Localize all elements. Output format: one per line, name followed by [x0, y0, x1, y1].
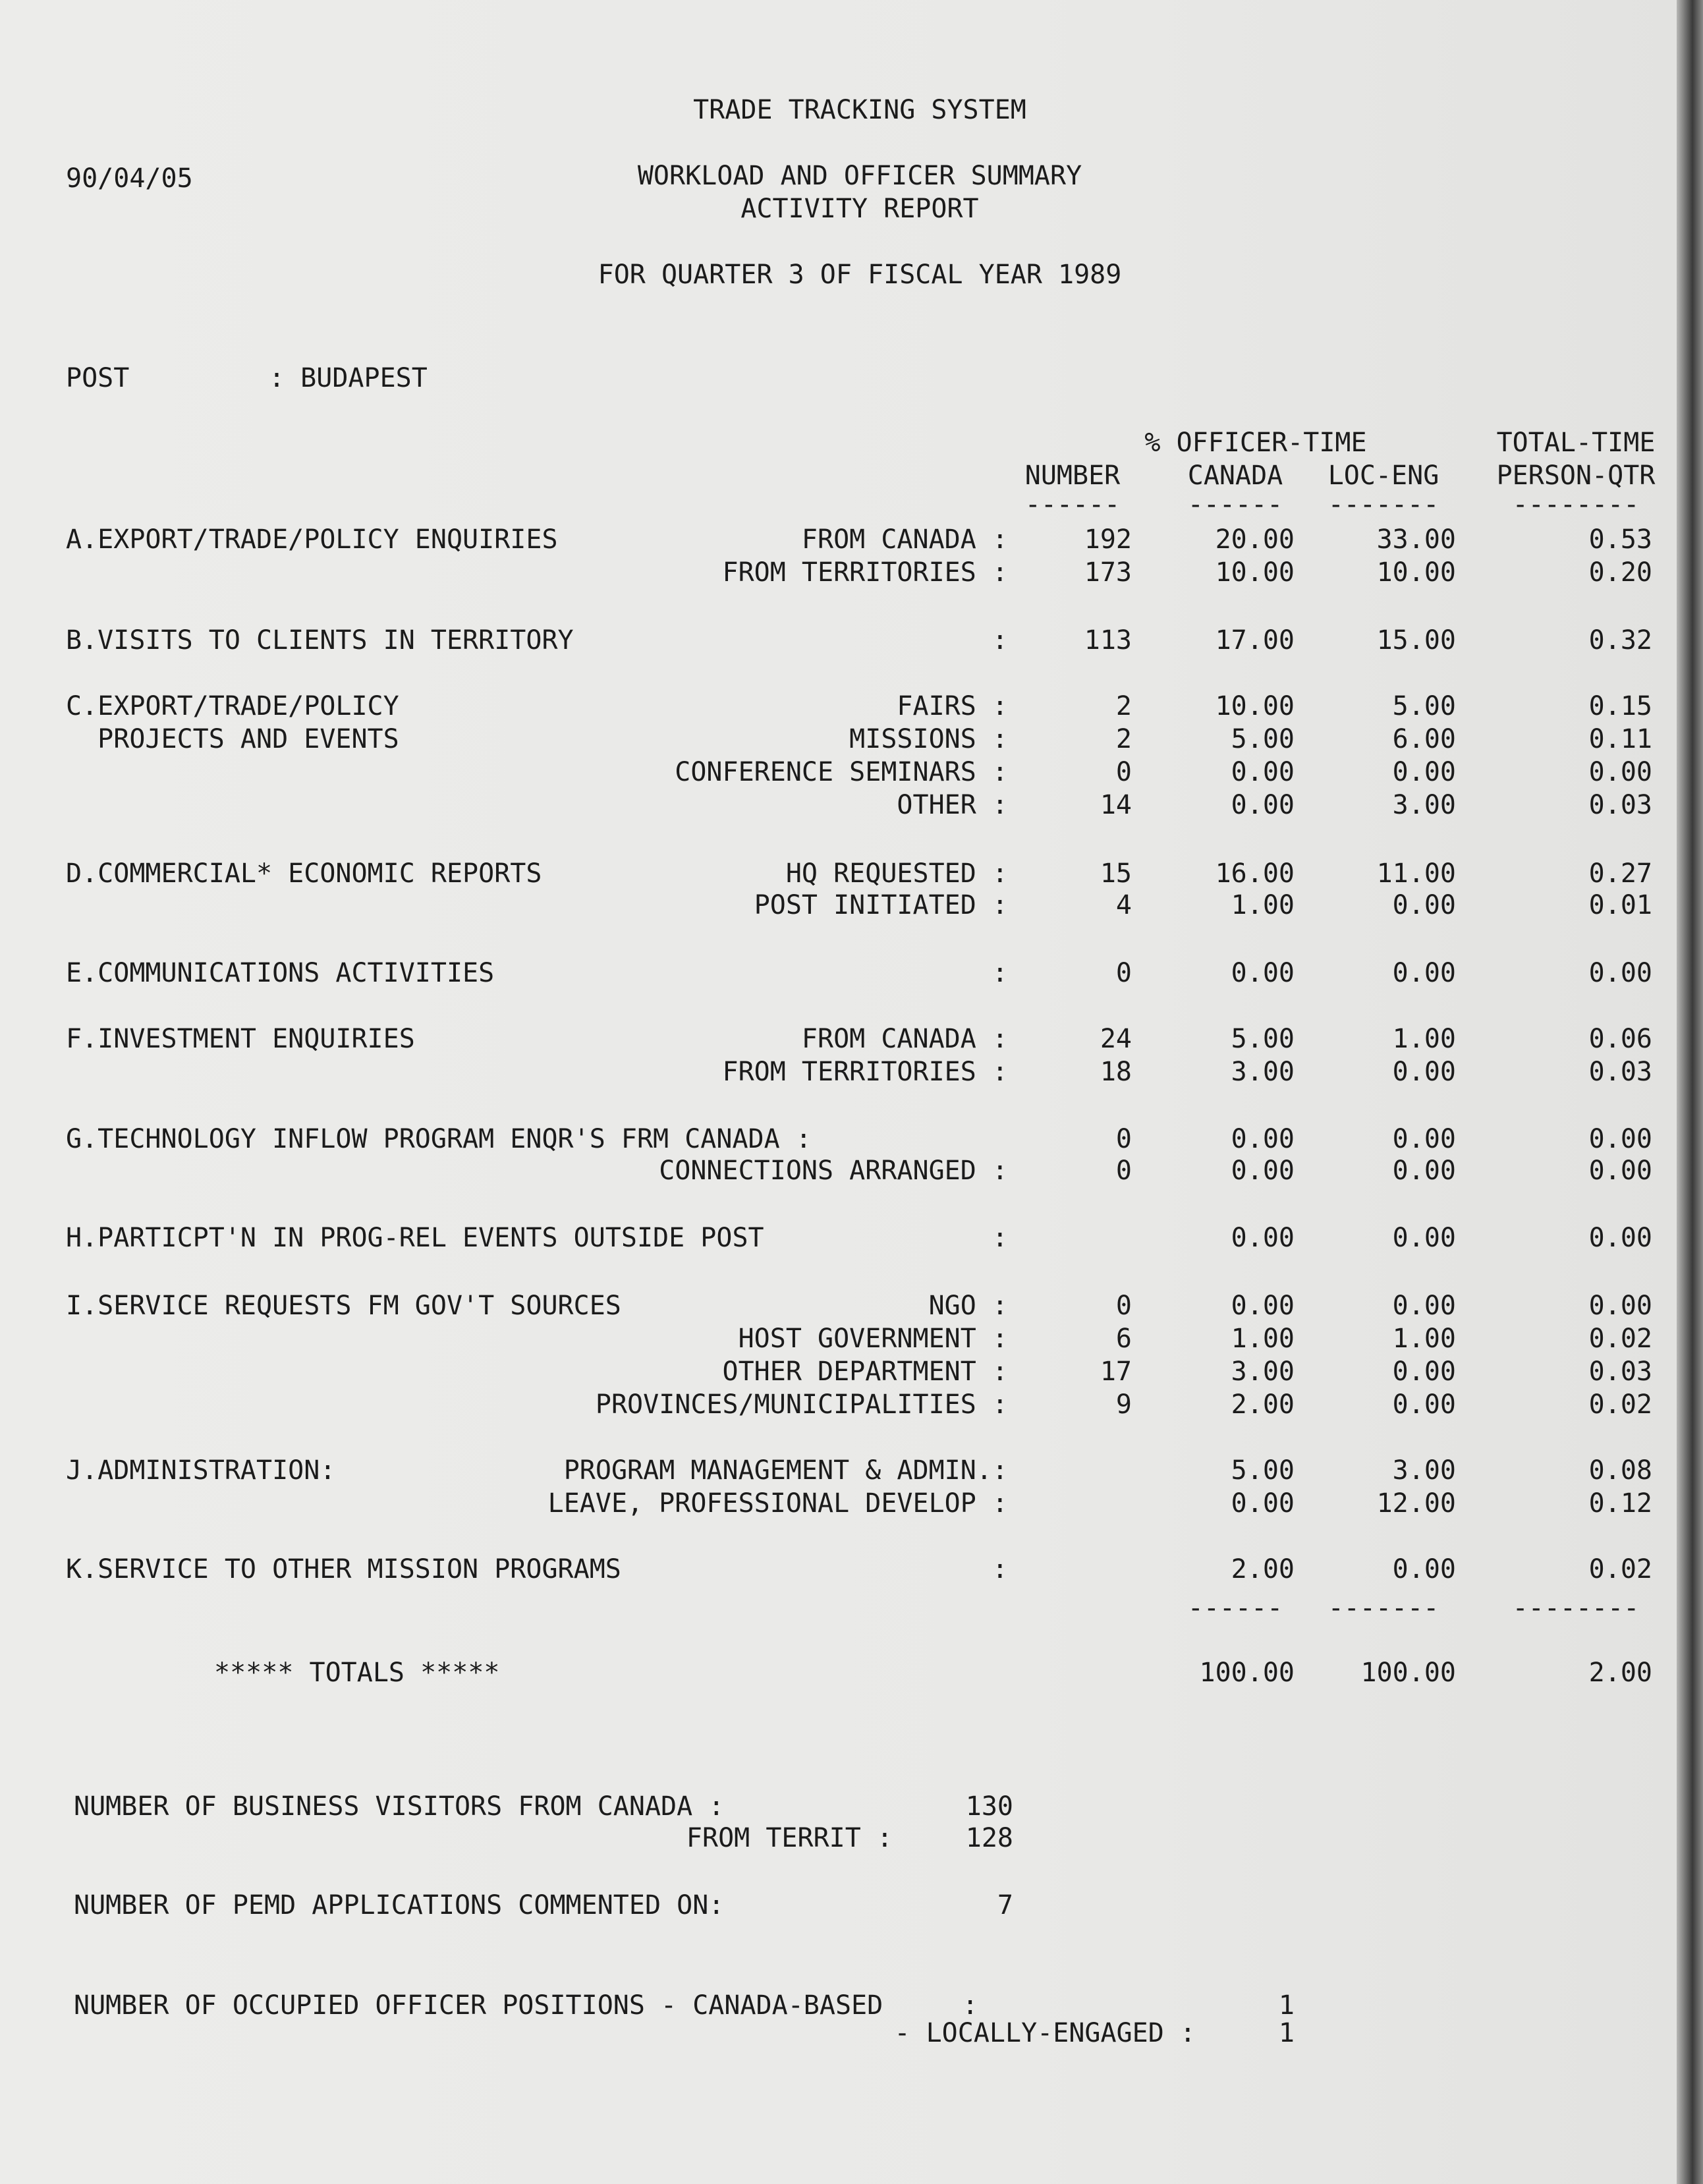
row-category-label: C.EXPORT/TRADE/POLICY — [66, 691, 399, 721]
row-loc-eng-cell: 11.00 — [1376, 858, 1456, 889]
row-number-cell: 17 — [1100, 1357, 1132, 1387]
row-loc-eng-cell: 0.00 — [1392, 1124, 1456, 1154]
row-loc-eng-cell: 15.00 — [1376, 625, 1456, 656]
totals-canada: 100.00 — [1199, 1658, 1295, 1688]
row-canada-cell: 16.00 — [1215, 858, 1295, 889]
positions-label: NUMBER OF OCCUPIED OFFICER POSITIONS - CANADA-BASED : — [74, 1990, 978, 2021]
row-subcategory-label: LEAVE, PROFESSIONAL DEVELOP : — [547, 1488, 1008, 1519]
col-number-rule: ------ — [1024, 490, 1121, 520]
row-subcategory-label: OTHER DEPARTMENT : — [722, 1357, 1008, 1387]
row-person-qtr-cell: 0.20 — [1588, 557, 1652, 588]
row-canada-cell: 17.00 — [1215, 625, 1295, 656]
row-person-qtr-cell: 0.11 — [1588, 724, 1652, 754]
row-canada-cell: 2.00 — [1231, 1554, 1295, 1584]
row-number-cell: 24 — [1100, 1024, 1132, 1054]
row-subcategory-label: : — [991, 1223, 1008, 1253]
report-date: 90/04/05 — [66, 163, 193, 194]
row-subcategory-label: FAIRS : — [897, 691, 1008, 721]
row-subcategory-label: NGO : — [928, 1291, 1008, 1321]
row-person-qtr-cell: 0.15 — [1588, 691, 1652, 721]
row-loc-eng-cell: 0.00 — [1392, 757, 1456, 787]
row-canada-cell: 0.00 — [1231, 1124, 1295, 1154]
row-subcategory-label: : — [991, 1554, 1008, 1584]
col-canada-header: CANADA — [1187, 461, 1283, 491]
row-canada-cell: 0.00 — [1231, 1488, 1295, 1519]
row-number-cell: 14 — [1100, 790, 1132, 820]
totals-loc-eng-rule: ------- — [1327, 1593, 1439, 1623]
row-canada-cell: 0.00 — [1231, 790, 1295, 820]
system-title: TRADE TRACKING SYSTEM — [693, 95, 1026, 125]
totals-person-qtr-rule: -------- — [1512, 1593, 1640, 1623]
row-canada-cell: 3.00 — [1231, 1057, 1295, 1087]
row-category-label: B.VISITS TO CLIENTS IN TERRITORY — [66, 625, 574, 656]
row-number-cell: 0 — [1115, 1156, 1132, 1186]
row-loc-eng-cell: 3.00 — [1392, 790, 1456, 820]
row-canada-cell: 3.00 — [1231, 1357, 1295, 1387]
visitors-canada-value: 130 — [965, 1791, 1013, 1822]
row-canada-cell: 0.00 — [1231, 1156, 1295, 1186]
row-subcategory-label: : — [991, 958, 1008, 988]
row-number-cell: 6 — [1115, 1324, 1132, 1354]
row-person-qtr-cell: 0.06 — [1588, 1024, 1652, 1054]
row-loc-eng-cell: 1.00 — [1392, 1024, 1456, 1054]
positions-canada-value: 1 — [1278, 1990, 1295, 2021]
row-person-qtr-cell: 0.02 — [1588, 1324, 1652, 1354]
row-subcategory-label: POST INITIATED : — [754, 890, 1008, 920]
row-person-qtr-cell: 0.00 — [1588, 958, 1652, 988]
totals-label: ***** TOTALS ***** — [214, 1658, 500, 1688]
col-person-qtr-header: PERSON-QTR — [1496, 461, 1656, 491]
row-canada-cell: 1.00 — [1231, 1324, 1295, 1354]
col-loc-eng-rule: ------- — [1327, 490, 1439, 520]
row-subcategory-label: CONFERENCE SEMINARS : — [675, 757, 1008, 787]
row-category-label: K.SERVICE TO OTHER MISSION PROGRAMS — [66, 1554, 621, 1584]
report-period: FOR QUARTER 3 OF FISCAL YEAR 1989 — [598, 260, 1122, 290]
totals-canada-rule: ------ — [1187, 1593, 1283, 1623]
row-number-cell: 18 — [1100, 1057, 1132, 1087]
row-loc-eng-cell: 0.00 — [1392, 1389, 1456, 1420]
row-category-label: J.ADMINISTRATION: — [66, 1455, 336, 1486]
row-loc-eng-cell: 33.00 — [1376, 524, 1456, 555]
row-number-cell: 0 — [1115, 1291, 1132, 1321]
row-loc-eng-cell: 0.00 — [1392, 1156, 1456, 1186]
totals-loc-eng: 100.00 — [1360, 1658, 1456, 1688]
row-subcategory-label: HOST GOVERNMENT : — [738, 1324, 1008, 1354]
row-loc-eng-cell: 6.00 — [1392, 724, 1456, 754]
row-category-label: I.SERVICE REQUESTS FM GOV'T SOURCES — [66, 1291, 621, 1321]
row-canada-cell: 20.00 — [1215, 524, 1295, 555]
row-person-qtr-cell: 0.00 — [1588, 1223, 1652, 1253]
row-canada-cell: 5.00 — [1231, 1024, 1295, 1054]
row-subcategory-label: FROM CANADA : — [801, 1024, 1008, 1054]
row-person-qtr-cell: 0.03 — [1588, 1057, 1652, 1087]
row-canada-cell: 5.00 — [1231, 1455, 1295, 1486]
row-person-qtr-cell: 0.27 — [1588, 858, 1652, 889]
visitors-territ-label: FROM TERRIT : — [686, 1823, 893, 1853]
row-category-label: H.PARTICPT'N IN PROG-REL EVENTS OUTSIDE POST — [66, 1223, 764, 1253]
row-number-cell: 4 — [1115, 890, 1132, 920]
row-canada-cell: 5.00 — [1231, 724, 1295, 754]
row-person-qtr-cell: 0.03 — [1588, 790, 1652, 820]
row-number-cell: 15 — [1100, 858, 1132, 889]
row-subcategory-label: CONNECTIONS ARRANGED : — [659, 1156, 1008, 1186]
row-loc-eng-cell: 0.00 — [1392, 890, 1456, 920]
visitors-territ-value: 128 — [965, 1823, 1013, 1853]
col-loc-eng-header: LOC-ENG — [1327, 461, 1439, 491]
row-canada-cell: 1.00 — [1231, 890, 1295, 920]
row-subcategory-label: FROM TERRITORIES : — [722, 557, 1008, 588]
row-number-cell: 2 — [1115, 691, 1132, 721]
row-canada-cell: 10.00 — [1215, 691, 1295, 721]
row-loc-eng-cell: 1.00 — [1392, 1324, 1456, 1354]
row-subcategory-label: PROVINCES/MUNICIPALITIES : — [595, 1389, 1008, 1420]
row-loc-eng-cell: 10.00 — [1376, 557, 1456, 588]
row-number-cell: 9 — [1115, 1389, 1132, 1420]
row-number-cell: 2 — [1115, 724, 1132, 754]
col-officer-time-header: % OFFICER-TIME — [1144, 428, 1367, 458]
positions-local-value: 1 — [1278, 2018, 1295, 2048]
report-title: WORKLOAD AND OFFICER SUMMARY — [637, 161, 1082, 191]
post-value: : BUDAPEST — [269, 363, 428, 393]
pemd-value: 7 — [997, 1890, 1013, 1920]
row-person-qtr-cell: 0.32 — [1588, 625, 1652, 656]
row-number-cell: 0 — [1115, 757, 1132, 787]
totals-person-qtr: 2.00 — [1588, 1658, 1652, 1688]
row-canada-cell: 0.00 — [1231, 1223, 1295, 1253]
row-person-qtr-cell: 0.02 — [1588, 1389, 1652, 1420]
row-person-qtr-cell: 0.00 — [1588, 1124, 1652, 1154]
row-subcategory-label: PROGRAM MANAGEMENT & ADMIN.: — [563, 1455, 1008, 1486]
row-canada-cell: 0.00 — [1231, 1291, 1295, 1321]
row-loc-eng-cell: 3.00 — [1392, 1455, 1456, 1486]
row-person-qtr-cell: 0.12 — [1588, 1488, 1652, 1519]
row-person-qtr-cell: 0.02 — [1588, 1554, 1652, 1584]
row-loc-eng-cell: 0.00 — [1392, 1057, 1456, 1087]
row-person-qtr-cell: 0.00 — [1588, 1156, 1652, 1186]
col-person-qtr-rule: -------- — [1512, 490, 1640, 520]
row-category-label: E.COMMUNICATIONS ACTIVITIES — [66, 958, 495, 988]
post-label: POST — [66, 363, 130, 393]
row-loc-eng-cell: 0.00 — [1392, 1357, 1456, 1387]
col-total-time-header: TOTAL-TIME — [1496, 428, 1656, 458]
row-subcategory-label: : — [991, 625, 1008, 656]
row-loc-eng-cell: 5.00 — [1392, 691, 1456, 721]
row-loc-eng-cell: 0.00 — [1392, 1554, 1456, 1584]
row-loc-eng-cell: 0.00 — [1392, 958, 1456, 988]
row-number-cell: 0 — [1115, 1124, 1132, 1154]
row-subcategory-label: MISSIONS : — [849, 724, 1008, 754]
row-loc-eng-cell: 12.00 — [1376, 1488, 1456, 1519]
positions-local-label: - LOCALLY-ENGAGED : — [894, 2018, 1196, 2048]
row-number-cell: 192 — [1084, 524, 1132, 555]
row-subcategory-label: OTHER : — [897, 790, 1008, 820]
row-canada-cell: 10.00 — [1215, 557, 1295, 588]
row-subcategory-label: FROM TERRITORIES : — [722, 1057, 1008, 1087]
row-person-qtr-cell: 0.53 — [1588, 524, 1652, 555]
row-number-cell: 0 — [1115, 958, 1132, 988]
col-canada-rule: ------ — [1187, 490, 1283, 520]
row-subcategory-label: FROM CANADA : — [801, 524, 1008, 555]
row-canada-cell: 2.00 — [1231, 1389, 1295, 1420]
row-category-label: A.EXPORT/TRADE/POLICY ENQUIRIES — [66, 524, 558, 555]
row-person-qtr-cell: 0.00 — [1588, 757, 1652, 787]
row-loc-eng-cell: 0.00 — [1392, 1291, 1456, 1321]
visitors-label: NUMBER OF BUSINESS VISITORS FROM CANADA : — [74, 1791, 725, 1822]
report-subtitle: ACTIVITY REPORT — [740, 194, 979, 224]
row-number-cell: 113 — [1084, 625, 1132, 656]
row-category-label: D.COMMERCIAL* ECONOMIC REPORTS — [66, 858, 542, 889]
row-person-qtr-cell: 0.03 — [1588, 1357, 1652, 1387]
row-canada-cell: 0.00 — [1231, 958, 1295, 988]
row-category-label: PROJECTS AND EVENTS — [66, 724, 399, 754]
col-number-header: NUMBER — [1024, 461, 1121, 491]
row-category-label: G.TECHNOLOGY INFLOW PROGRAM ENQR'S FRM CANADA : — [66, 1124, 812, 1154]
row-person-qtr-cell: 0.00 — [1588, 1291, 1652, 1321]
row-canada-cell: 0.00 — [1231, 757, 1295, 787]
row-loc-eng-cell: 0.00 — [1392, 1223, 1456, 1253]
row-person-qtr-cell: 0.08 — [1588, 1455, 1652, 1486]
pemd-label: NUMBER OF PEMD APPLICATIONS COMMENTED ON: — [74, 1890, 725, 1920]
row-category-label: F.INVESTMENT ENQUIRIES — [66, 1024, 415, 1054]
row-person-qtr-cell: 0.01 — [1588, 890, 1652, 920]
row-subcategory-label: HQ REQUESTED : — [785, 858, 1008, 889]
page-edge-shadow — [1677, 0, 1703, 2184]
row-number-cell: 173 — [1084, 557, 1132, 588]
